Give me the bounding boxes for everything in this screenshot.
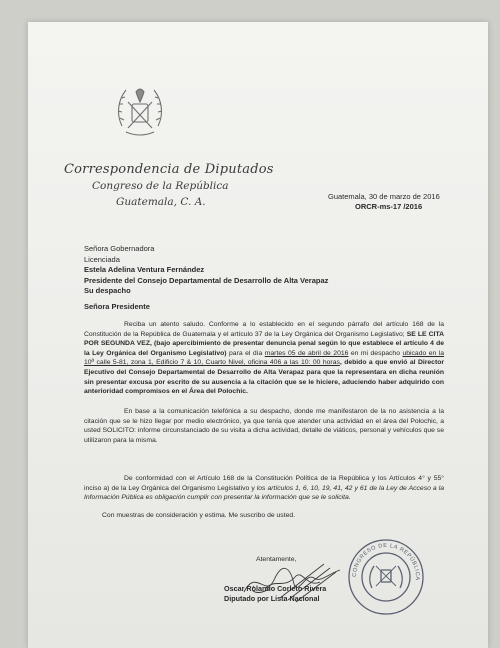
p3-text: De conformidad con el Artículo 168 de la Constitución Política de la República y los Artículos 4° y 55° inciso a) de la Ley Orgánica del Organismo Legislativo y: [84, 475, 444, 492]
reference-number: ORCR-ms-17 /2016: [355, 202, 423, 211]
salutation: Señora Presidente: [84, 302, 150, 311]
closing-line: Atentamente,: [256, 556, 297, 563]
p1-text: en mi despacho: [348, 349, 403, 357]
paragraph-4: Con muestras de consideración y estima. Me suscribo de usted.: [102, 512, 296, 519]
p1-text: Reciba un atento saludo. Conforme a lo establecido en el segundo párrafo del artículo 168 de la Constitución de la República de Guatemala y el artículo 37 de la Ley Orgánica del Organismo Legislativo;: [84, 321, 444, 338]
letterhead-line-3: Guatemala, C. A.: [116, 196, 206, 208]
date-line: Guatemala, 30 de marzo de 2016: [328, 192, 440, 201]
p1-date-underlined: martes 05 de abril de 2016: [264, 349, 349, 357]
addressee-line: Estela Adelina Ventura Fernández: [84, 265, 205, 275]
paragraph-2: En base a la comunicación telefónica a su despacho, donde me manifestaron de la no asistencia a la citación que se le hizo llegar por medio electrónico, ya que tenía que atender una actividad en el área del Polochic, a usted SOLICITO: informe circunstanciado de su visita a dicha actividad, detalle de viáticos, personal y vehículos que se utilizaron para la misma.: [84, 408, 444, 444]
signer-name: Oscar Rolando Corleto Rivera: [224, 584, 327, 593]
signer-title: Diputado por Lista Nacional: [224, 594, 320, 603]
p1-location-underlined: ubicado en la 10ª calle 5-81, zona 1, Edificio 7 & 10, Cuarto Nivel, oficina 406 a las 10: 00 horas: [84, 349, 445, 367]
paragraph-1: [84, 320, 444, 397]
p3-italic: los artículos 1, 6, 10, 19, 41, 42 y 61 de la Ley de Acceso a la Información Pública es obligación cumplir con presentar la información que se le solicita.: [84, 484, 444, 502]
addressee-line: Presidente del Consejo Departamental de Desarrollo de Alta Verapaz: [84, 275, 329, 285]
p1-bold-tail: , debido a que envió al Director Ejecutivo del Consejo Departamental de Desarrollo de Alta Verapaz para que la representara en dicha reunión sin presentar excusa por escrito de su ausencia a la citación que se le hiciere, aduciendo haber adquirido con anterioridad compromisos en el Área del Polochic.: [84, 359, 445, 396]
addressee-line: Señora Gobernadora: [84, 244, 155, 253]
addressee-line: Licenciada: [84, 254, 120, 264]
paragraph-3: [84, 474, 444, 503]
letterhead-line-2: Congreso de la República: [92, 180, 229, 192]
p1-text: para el día: [226, 349, 265, 357]
addressee-block: [84, 244, 328, 297]
stamp-text: CONGRESO DE LA REPÚBLICA: [351, 542, 421, 581]
official-stamp: [346, 536, 426, 618]
letterhead-line-1: Correspondencia de Diputados: [64, 162, 274, 177]
p1-bold: SE LE CITA POR SEGUNDA VEZ, (bajo apercibimiento de presentar denuncia penal según lo que establece el artículo 4 de la Ley Orgánica del Organismo Legislativo): [84, 330, 444, 357]
guatemala-coat-of-arms-icon: [112, 80, 168, 142]
letter-page: [28, 22, 488, 648]
addressee-line: Su despacho: [84, 286, 131, 296]
